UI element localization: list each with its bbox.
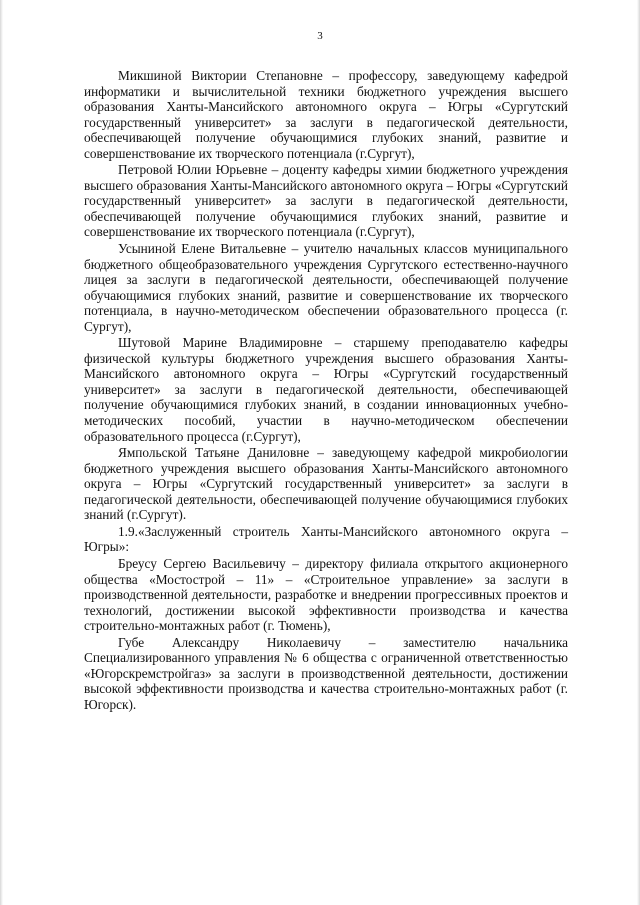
- page-number: 3: [317, 30, 323, 42]
- paragraph-yampolskaya: Ямпольской Татьяне Даниловне – заведующему кафедрой микробиологии бюджетного учреждения высшего образования Ханты-Мансийского автономного округа – Югры «Сургутский государственный университет» за заслуги в педагогической деятельности, обеспечивающей получение обучающимися глубоких знаний (г.Сургут).: [84, 445, 568, 523]
- paragraph-shutova: Шутовой Марине Владимировне – старшему преподавателю кафедры физической культуры бюджетного учреждения высшего образования Ханты-Мансийского автономного округа – Югры «Сургутский государственный университет» за заслуги в педагогической деятельности, обеспечивающей получение обучающимися глубоких знаний, в создании инновационных учебно-методических пособий, участии в научно-методическом обеспечении образовательного процесса (г.Сургут),: [84, 335, 568, 444]
- paragraph-mikshina: Микшиной Виктории Степановне – профессору, заведующему кафедрой информатики и вычислительной техники бюджетного учреждения высшего образования Ханты-Мансийского автономного округа – Югры «Сургутский государственный университет» за заслуги в педагогической деятельности, обеспечивающей получение обучающимися глубоких знаний, развитие и совершенствование их творческого потенциала (г.Сургут),: [84, 68, 568, 161]
- paragraph-petrova: Петровой Юлии Юрьевне – доценту кафедры химии бюджетного учреждения высшего образования Ханты-Мансийского автономного округа – Югры «Сургутский государственный университет» за заслуги в педагогической деятельности, обеспечивающей получение обучающимися глубоких знаний, развитие и совершенствование их творческого потенциала (г.Сургут),: [84, 162, 568, 240]
- paragraph-guba: Губе Александру Николаевичу – заместителю начальника Специализированного управления № 6 общества с ограниченной ответственностью «Югорскремстройгаз» за заслуги в производственной деятельности, достижении высокой эффективности производства и качества строительно-монтажных работ (г. Югорск).: [84, 634, 568, 712]
- paragraph-breus: Бреусу Сергею Васильевичу – директору филиала открытого акционерного общества «Мостострой – 11» – «Строительное управление» за заслуги в производственной деятельности, разработке и внедрении прогрессивных проектов и технологий, достижении высокой эффективности производства и качества строительно-монтажных работ (г. Тюмень),: [84, 555, 568, 634]
- section-heading-1-9: 1.9.«Заслуженный строитель Ханты-Мансийского автономного округа – Югры»:: [84, 523, 568, 555]
- paragraph-usynina: Усыниной Елене Витальевне – учителю начальных классов муниципального бюджетного общеобразовательного учреждения Сургутского естественно-научного лицея за заслуги в педагогической деятельности, обеспечивающей получение обучающимися глубоких знаний, развитие и совершенствование их творческого потенциала, в научно-методическом обеспечении образовательного процесса (г. Сургут),: [84, 241, 568, 334]
- scan-left-edge: [0, 0, 3, 905]
- document-body: [84, 68, 568, 713]
